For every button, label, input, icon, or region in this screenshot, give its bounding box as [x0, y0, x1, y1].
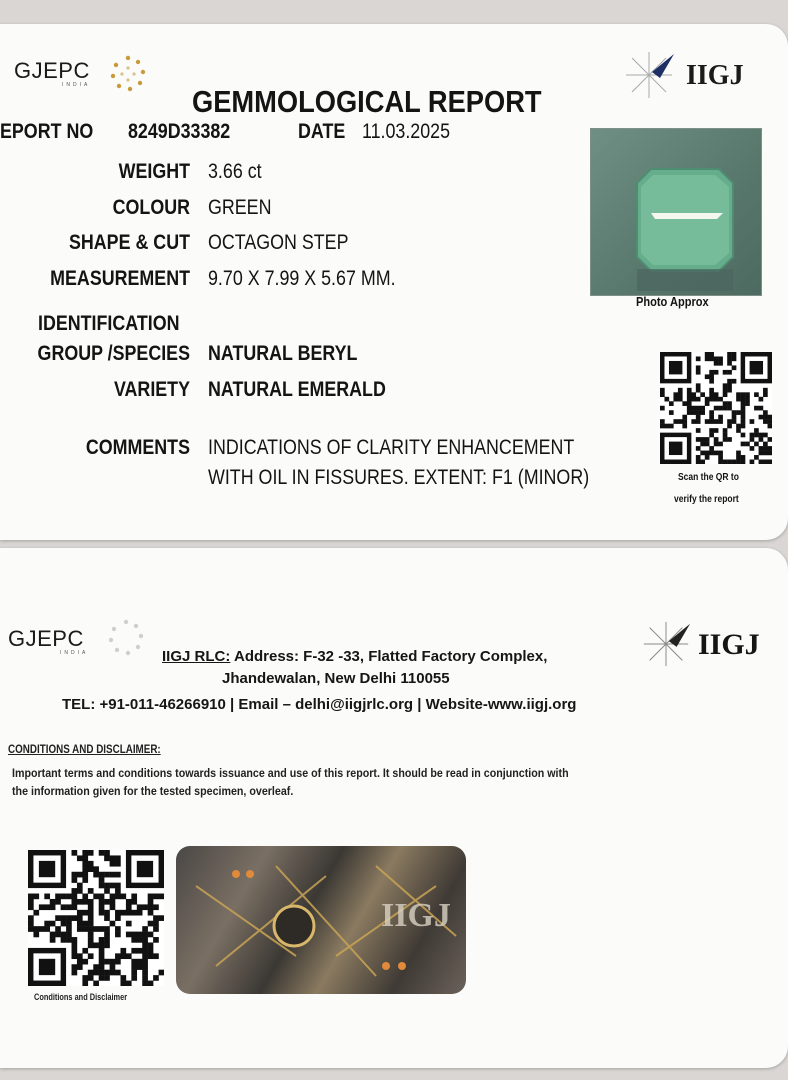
comments-line-2: WITH OIL IN FISSURES. EXTENT: F1 (MINOR) — [208, 466, 590, 489]
report-no-label: EPORT NO — [0, 120, 94, 143]
shape-cut-label: SHAPE & CUT — [68, 231, 190, 254]
conditions-heading: CONDITIONS AND DISCLAIMER: — [8, 742, 161, 756]
qr-caption-line-1: Scan the QR to — [678, 472, 739, 483]
address-line-1: Address: F-32 -33, Flatted Factory Complex, — [234, 648, 548, 665]
weight-value: 3.66 ct — [208, 160, 262, 183]
qr-caption-line-2: verify the report — [674, 494, 739, 505]
photo-caption: Photo Approx — [636, 294, 709, 309]
date-value: 11.03.2025 — [362, 120, 451, 143]
measurement-value: 9.70 X 7.99 X 5.67 MM. — [208, 267, 396, 290]
hologram-pattern — [176, 846, 466, 994]
gjepc-logo-back-text: GJEPC — [8, 626, 84, 651]
hologram-sticker — [176, 846, 466, 994]
iigj-back-star-icon — [640, 618, 692, 670]
report-title: GEMMOLOGICAL REPORT — [192, 84, 542, 119]
iigj-logo — [622, 46, 772, 106]
address-line-2: Jhandewalan, New Delhi 110055 — [222, 670, 450, 687]
identification-label: IDENTIFICATION — [38, 312, 180, 335]
gjepc-logo-text: GJEPC — [14, 58, 90, 83]
conditions-qr-image — [28, 850, 164, 986]
weight-label: WEIGHT — [118, 160, 190, 183]
report-card-back — [0, 548, 788, 1068]
group-species-label: GROUP /SPECIES — [37, 342, 190, 365]
comments-line-1: INDICATIONS OF CLARITY ENHANCEMENT — [208, 436, 575, 459]
colour-value: GREEN — [208, 196, 272, 219]
gjepc-back-india: INDIA — [60, 650, 89, 656]
conditions-qr-code[interactable] — [28, 850, 164, 986]
iigj-star-icon — [622, 48, 676, 102]
gjepc-india-text: INDIA — [62, 82, 91, 88]
qr-code-image — [660, 352, 772, 464]
address-label: IIGJ RLC: — [162, 648, 231, 665]
group-species-value: NATURAL BERYL — [208, 342, 358, 365]
colour-label: COLOUR — [112, 196, 190, 219]
comments-label: COMMENTS — [85, 436, 190, 459]
gjepc-logo-back — [8, 626, 89, 656]
conditions-line-1: Important terms and conditions towards issuance and use of this report. It should be read in conjunction with — [12, 766, 569, 780]
iigj-logo-back — [640, 616, 780, 676]
gjepc-logo — [14, 58, 91, 88]
verify-qr-code[interactable] — [660, 352, 772, 464]
contact-line: TEL: +91-011-46266910 | Email – delhi@iigjrlc.org | Website-www.iigj.org — [62, 696, 577, 713]
iigj-logo-text: IIGJ — [686, 60, 744, 91]
gem-photo — [590, 128, 762, 296]
conditions-qr-caption: Conditions and Disclaimer — [34, 992, 128, 1002]
report-no-value: 8249D33382 — [128, 120, 231, 143]
variety-label: VARIETY — [113, 378, 190, 401]
date-label: DATE — [298, 120, 346, 143]
variety-value: NATURAL EMERALD — [208, 378, 386, 401]
conditions-line-2: the information given for the tested specimen, overleaf. — [12, 784, 294, 798]
hologram-iigj-text: IIGJ — [381, 897, 451, 934]
shape-cut-value: OCTAGON STEP — [208, 231, 349, 254]
report-card-front — [0, 24, 788, 540]
iigj-back-text: IIGJ — [698, 628, 760, 661]
emerald-image — [591, 129, 761, 295]
measurement-label: MEASUREMENT — [50, 267, 191, 290]
gjepc-diamond-icon — [106, 52, 150, 96]
gjepc-back-icon — [104, 616, 148, 660]
